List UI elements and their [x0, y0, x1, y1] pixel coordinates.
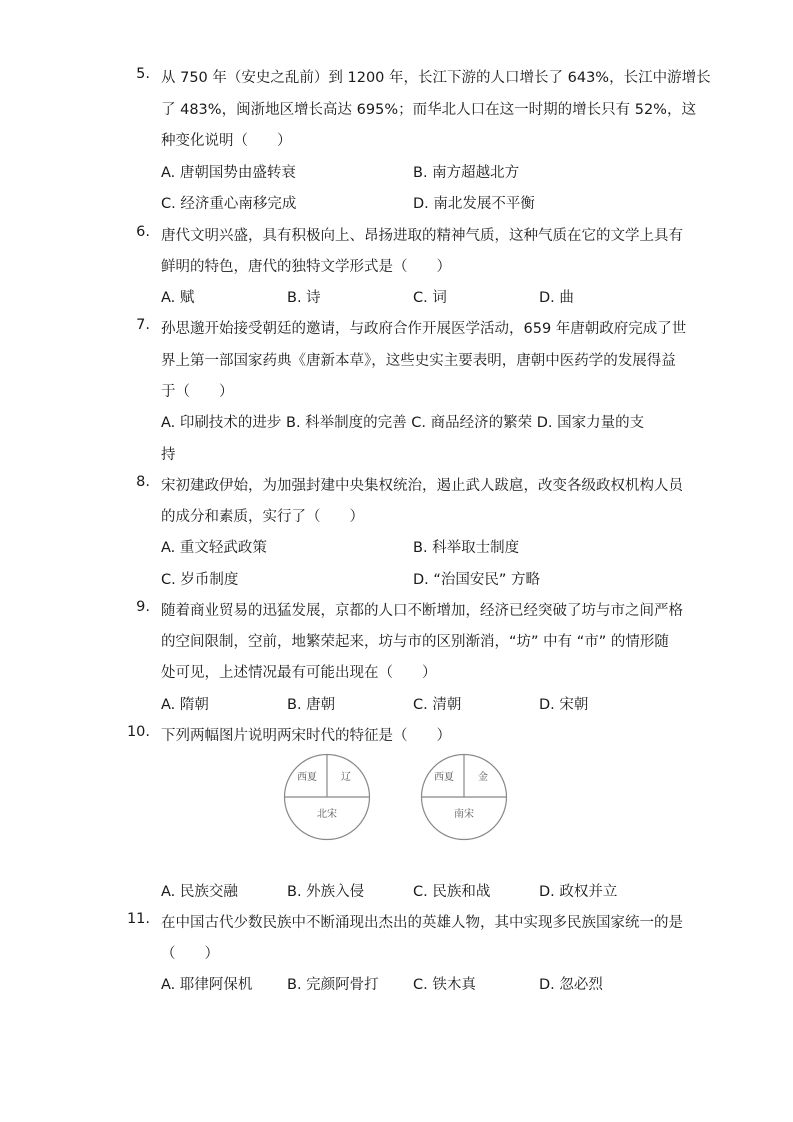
- option-c[interactable]: C. 清朝: [413, 697, 462, 713]
- option-c[interactable]: C. 铁木真: [413, 977, 476, 993]
- region-label: 金: [478, 772, 488, 783]
- option-c[interactable]: C. 词: [413, 290, 447, 306]
- question-number: 10.: [126, 724, 150, 740]
- question-text-line: 孙思邈开始接受朝廷的邀请，与政府合作开展医学活动，659 年唐朝政府完成了世: [161, 321, 687, 337]
- option-d[interactable]: D. “治国安民” 方略: [413, 572, 541, 588]
- option-d[interactable]: D. 忽必烈: [539, 977, 603, 993]
- option-a[interactable]: A. 耶律阿保机: [161, 977, 253, 993]
- southern-song-circle: [420, 753, 508, 841]
- question-text-line: 的成分和素质，实行了（ ）: [161, 509, 364, 525]
- question-text-line: 鲜明的特色，唐代的独特文学形式是（ ）: [161, 259, 451, 275]
- option-d[interactable]: D. 曲: [539, 290, 574, 306]
- question-text-line: 于（ ）: [161, 384, 234, 400]
- question-number: 9.: [136, 599, 150, 615]
- northern-song-circle: [283, 753, 371, 841]
- region-label: 北宋: [317, 809, 337, 820]
- question-text-line: （ ）: [161, 946, 219, 962]
- option-c[interactable]: C. 民族和战: [413, 884, 491, 900]
- question-number: 5.: [136, 66, 150, 82]
- option-a[interactable]: A. 唐朝国势由盛转衰: [161, 165, 296, 181]
- option-b[interactable]: B. 南方超越北方: [413, 165, 520, 181]
- question-number: 8.: [136, 474, 150, 490]
- option-a[interactable]: A. 民族交融: [161, 884, 238, 900]
- question-text-line: 下列两幅图片说明两宋时代的特征是（ ）: [161, 728, 451, 744]
- northern-song-diagram: [283, 753, 371, 845]
- region-label: 南宋: [454, 809, 474, 820]
- question-text-line: 随着商业贸易的迅猛发展，京都的人口不断增加，经济已经突破了坊与市之间严格: [161, 603, 683, 619]
- option-a[interactable]: A. 赋: [161, 290, 195, 306]
- question-number: 6.: [136, 224, 150, 240]
- option-d[interactable]: D. 宋朝: [539, 697, 589, 713]
- question-text-line: 了 483%，闽浙地区增长高达 695%；而华北人口在这一时期的增长只有 52%，这: [161, 102, 696, 118]
- question-text-line: 处可见，上述情况最有可能出现在（ ）: [161, 665, 437, 681]
- question-text-line: 的空间限制，空前，地繁荣起来，坊与市的区别渐消，“坊” 中有 “市” 的情形随: [161, 634, 669, 650]
- region-label: 西夏: [297, 772, 317, 783]
- option-a[interactable]: A. 隋朝: [161, 697, 209, 713]
- option-c[interactable]: C. 岁币制度: [161, 572, 239, 588]
- southern-song-diagram: [420, 753, 508, 845]
- question-text-line: 界上第一部国家药典《唐新本草》，这些史实主要表明，唐朝中医药学的发展得益: [161, 353, 676, 369]
- question-number: 11.: [126, 911, 150, 927]
- option-b[interactable]: B. 唐朝: [287, 697, 336, 713]
- question-text-line: 从 750 年（安史之乱前）到 1200 年，长江下游的人口增长了 643%，长江中游增长: [161, 70, 711, 86]
- option-b[interactable]: B. 外族入侵: [287, 884, 365, 900]
- question-text-line: 宋初建政伊始，为加强封建中央集权统治，遏止武人跋扈，改变各级政权机构人员: [161, 478, 683, 494]
- region-label: 西夏: [434, 772, 454, 783]
- option-a[interactable]: A. 重文轻武政策: [161, 540, 267, 556]
- option-d[interactable]: D. 政权并立: [539, 884, 618, 900]
- option-d[interactable]: D. 南北发展不平衡: [413, 196, 535, 212]
- options-line[interactable]: 持: [161, 447, 176, 463]
- option-b[interactable]: B. 科举取士制度: [413, 540, 520, 556]
- option-b[interactable]: B. 诗: [287, 290, 321, 306]
- option-b[interactable]: B. 完颜阿骨打: [287, 977, 379, 993]
- question-number: 7.: [136, 317, 150, 333]
- question-text-line: 在中国古代少数民族中不断涌现出杰出的英雄人物，其中实现多民族国家统一的是: [161, 915, 683, 931]
- question-text-line: 种变化说明（ ）: [161, 133, 292, 149]
- question-text-line: 唐代文明兴盛，具有积极向上、昂扬进取的精神气质，这种气质在它的文学上具有: [161, 228, 683, 244]
- region-label: 辽: [341, 772, 351, 783]
- options-line[interactable]: A. 印刷技术的进步 B. 科举制度的完善 C. 商品经济的繁荣 D. 国家力量的支: [161, 415, 645, 431]
- option-c[interactable]: C. 经济重心南移完成: [161, 196, 297, 212]
